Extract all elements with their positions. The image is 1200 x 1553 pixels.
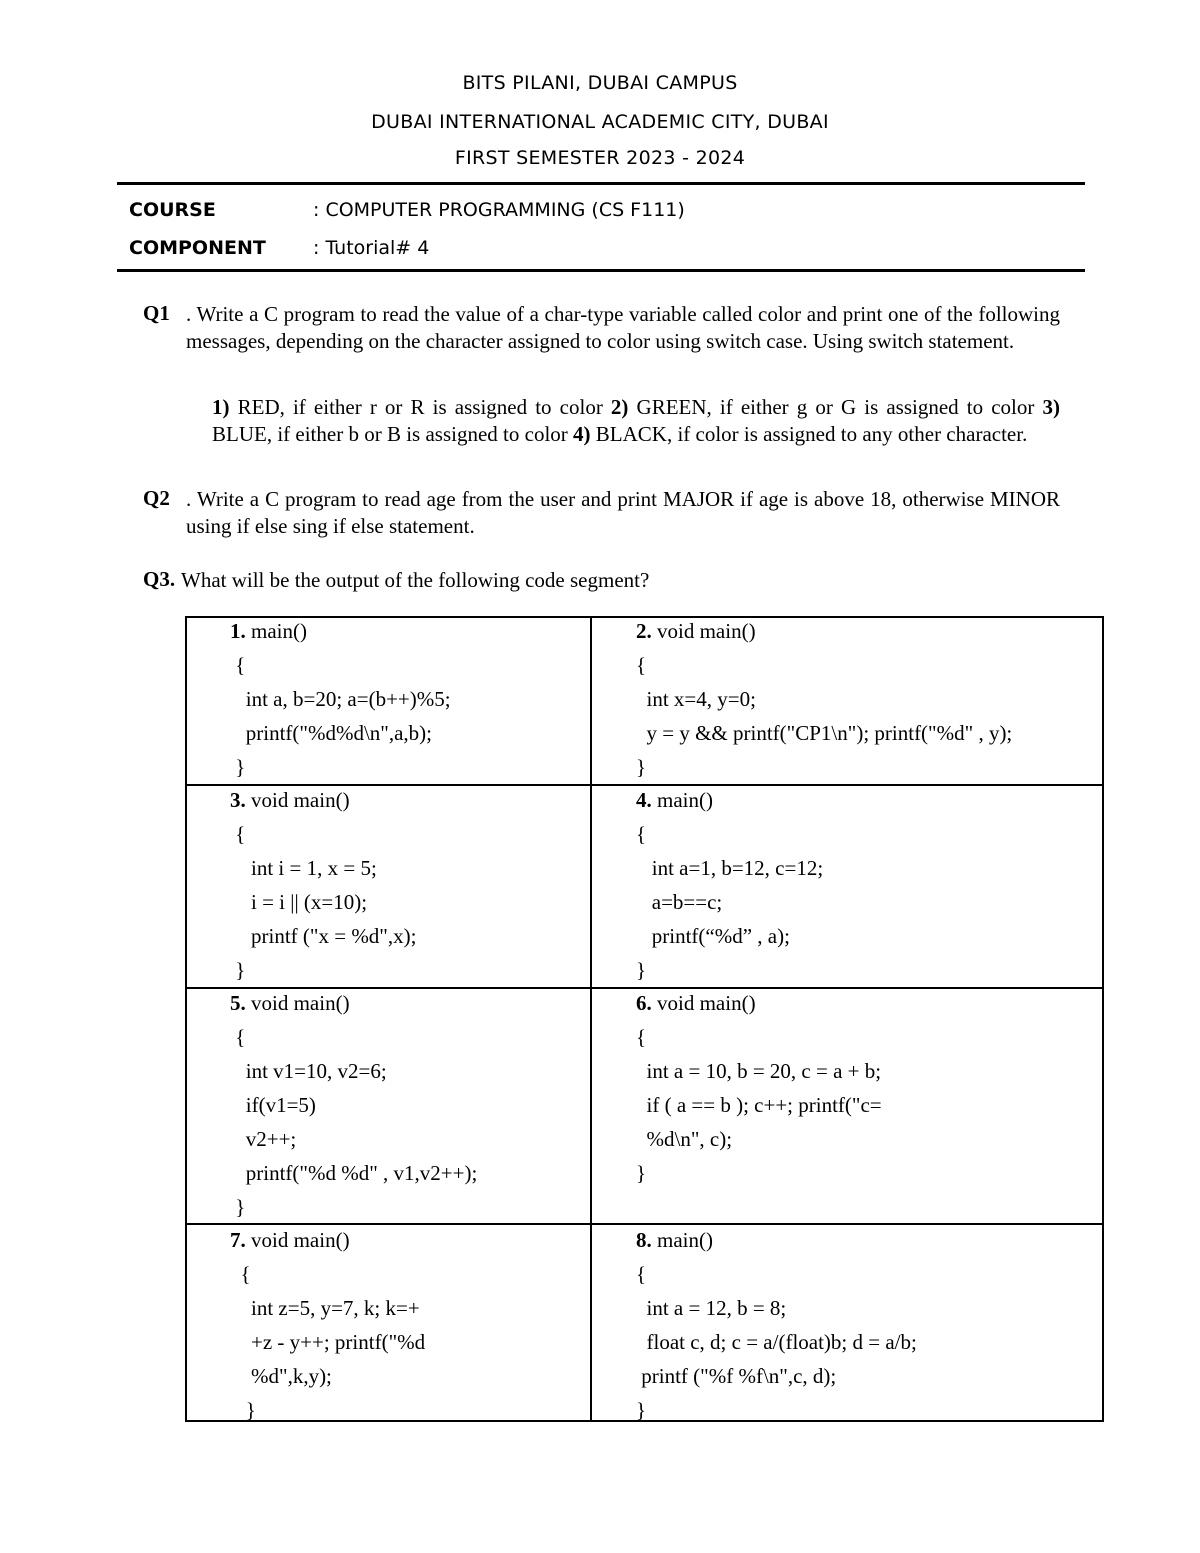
code-snippet-3: [230, 783, 416, 987]
code-text: printf(“%d” , a);: [636, 924, 790, 948]
code-text: int a=1, b=12, c=12;: [636, 856, 824, 880]
code-line: [636, 986, 882, 1020]
q1-text: [186, 301, 1060, 355]
code-line: [230, 1156, 477, 1190]
course-value: : COMPUTER PROGRAMMING (CS F111): [313, 199, 685, 221]
snippet-number: 8.: [636, 1228, 652, 1252]
code-text: +z - y++; printf("%d: [230, 1330, 426, 1354]
code-text: void main(): [651, 991, 756, 1015]
q2-label: Q2: [143, 486, 170, 510]
code-text: i = i || (x=10);: [230, 890, 368, 914]
code-text: main(): [651, 1228, 713, 1252]
component-label: COMPONENT: [129, 237, 266, 259]
code-text: }: [636, 958, 647, 982]
q1-opt4-text: BLACK, if color is assigned to any other character.: [590, 422, 1028, 446]
snippet-number: 5.: [230, 991, 246, 1015]
top-divider: [117, 182, 1085, 185]
code-line: [230, 682, 451, 716]
code-line: [636, 682, 1012, 716]
q2-text: . Write a C program to read age from the user and print MAJOR if age is above 18, otherwise MINOR using if else sing if else statement.: [186, 487, 1060, 538]
code-line: [230, 817, 416, 851]
code-text: int z=5, y=7, k; k=+: [230, 1296, 420, 1320]
code-snippet-5: [230, 986, 477, 1224]
code-line: [230, 851, 416, 885]
code-text: printf ("x = %d",x);: [230, 924, 417, 948]
snippet-number: 1.: [230, 619, 246, 643]
code-line: [636, 1223, 917, 1257]
q3-text: What will be the output of the following code segment?: [181, 568, 650, 592]
code-line: [636, 1122, 882, 1156]
code-text: }: [636, 1398, 647, 1422]
code-line: [636, 1020, 882, 1054]
code-line: [636, 648, 1012, 682]
code-text: v2++;: [230, 1127, 297, 1151]
code-line: [636, 885, 823, 919]
code-text: int a = 10, b = 20, c = a + b;: [636, 1059, 882, 1083]
snippet-number: 2.: [636, 619, 652, 643]
code-text: {: [636, 822, 647, 846]
code-text: int a, b=20; a=(b++)%5;: [230, 687, 451, 711]
code-text: printf ("%f %f\n",c, d);: [636, 1364, 837, 1388]
code-text: }: [230, 958, 246, 982]
code-line: [230, 1359, 425, 1393]
code-line: [636, 919, 823, 953]
code-line: [230, 614, 451, 648]
snippet-number: 7.: [230, 1228, 246, 1252]
q1-opt2-text: GREEN, if either g or G is assigned to color: [628, 395, 1043, 419]
code-text: main(): [651, 788, 713, 812]
code-line: [230, 1020, 477, 1054]
course-label: COURSE: [129, 199, 216, 221]
code-line: [230, 1325, 425, 1359]
code-text: a=b==c;: [636, 890, 723, 914]
code-text: int x=4, y=0;: [636, 687, 756, 711]
code-table-column-divider: [590, 616, 592, 1422]
code-text: }: [230, 1195, 246, 1219]
code-text: {: [636, 1262, 647, 1286]
code-snippet-4: [636, 783, 823, 987]
q1-opt4-num: 4): [573, 422, 591, 446]
q3-label: Q3.: [143, 567, 176, 591]
code-line: [230, 986, 477, 1020]
code-line: [636, 1359, 917, 1393]
code-line: [636, 783, 823, 817]
code-text: {: [230, 1025, 246, 1049]
code-text: int v1=10, v2=6;: [230, 1059, 387, 1083]
code-line: [636, 614, 1012, 648]
code-text: {: [636, 1025, 647, 1049]
code-line: [636, 750, 1012, 784]
q1-opt3-text: BLUE, if either b or B is assigned to color: [212, 422, 574, 446]
code-text: if ( a == b ); c++; printf("c=: [636, 1093, 882, 1117]
code-line: [230, 1257, 425, 1291]
code-text: if(v1=5): [230, 1093, 316, 1117]
snippet-number: 4.: [636, 788, 652, 812]
code-text: }: [230, 1398, 256, 1422]
code-text: printf("%d%d\n",a,b);: [230, 721, 433, 745]
code-snippet-6: [636, 986, 882, 1190]
code-line: [230, 648, 451, 682]
code-line: [230, 1088, 477, 1122]
code-line: [230, 716, 451, 750]
code-line: [230, 783, 416, 817]
snippet-number: 6.: [636, 991, 652, 1015]
q1-options: [212, 394, 1060, 448]
code-text: void main(): [651, 619, 756, 643]
code-line: [230, 1393, 425, 1427]
code-line: [230, 1054, 477, 1088]
q1-body: . Write a C program to read the value of a char-type variable called color and print one of the following messages, depending on the character assigned to color using switch case. Using switch statement.: [186, 302, 1060, 353]
code-text: printf("%d %d" , v1,v2++);: [230, 1161, 478, 1185]
code-line: [636, 1088, 882, 1122]
code-line: [636, 1257, 917, 1291]
code-snippet-7: [230, 1223, 425, 1427]
code-line: [230, 919, 416, 953]
code-text: %d\n", c);: [636, 1127, 733, 1151]
code-text: int i = 1, x = 5;: [230, 856, 377, 880]
code-line: [636, 1156, 882, 1190]
code-snippet-8: [636, 1223, 917, 1427]
code-text: %d",k,y);: [230, 1364, 332, 1388]
code-line: [636, 1054, 882, 1088]
code-text: float c, d; c = a/(float)b; d = a/b;: [636, 1330, 917, 1354]
code-line: [636, 1291, 917, 1325]
code-text: }: [230, 755, 246, 779]
q1-label: Q1: [143, 301, 170, 325]
code-line: [636, 1393, 917, 1427]
code-line: [636, 817, 823, 851]
q1-opt1-text: RED, if either r or R is assigned to color: [229, 395, 611, 419]
code-text: {: [230, 822, 246, 846]
code-line: [636, 851, 823, 885]
snippet-number: 3.: [230, 788, 246, 812]
bottom-divider: [117, 269, 1085, 272]
code-line: [230, 1291, 425, 1325]
q1-opt3-num: 3): [1042, 395, 1061, 419]
code-text: void main(): [245, 991, 350, 1015]
q1-opt1-num: 1): [212, 395, 230, 419]
component-value: : Tutorial# 4: [313, 237, 430, 259]
code-text: main(): [245, 619, 307, 643]
code-text: }: [636, 1161, 647, 1185]
institution-title: BITS PILANI, DUBAI CAMPUS: [462, 72, 738, 94]
code-line: [230, 953, 416, 987]
semester-title: FIRST SEMESTER 2023 - 2024: [454, 147, 746, 169]
code-text: }: [636, 755, 647, 779]
code-text: int a = 12, b = 8;: [636, 1296, 787, 1320]
code-text: {: [230, 653, 246, 677]
code-line: [230, 750, 451, 784]
location-title: DUBAI INTERNATIONAL ACADEMIC CITY, DUBAI: [371, 111, 829, 133]
code-text: void main(): [245, 1228, 350, 1252]
q1-opt2-num: 2): [610, 395, 629, 419]
code-snippet-2: [636, 614, 1012, 784]
code-line: [230, 1122, 477, 1156]
code-line: [230, 1223, 425, 1257]
code-text: {: [230, 1262, 251, 1286]
code-line: [636, 953, 823, 987]
code-text: y = y && printf("CP1\n"); printf("%d" , y);: [636, 721, 1013, 745]
code-line: [230, 1190, 477, 1224]
code-line: [230, 885, 416, 919]
code-text: {: [636, 653, 647, 677]
code-snippet-1: [230, 614, 451, 784]
code-text: void main(): [245, 788, 350, 812]
code-line: [636, 1325, 917, 1359]
code-line: [636, 716, 1012, 750]
